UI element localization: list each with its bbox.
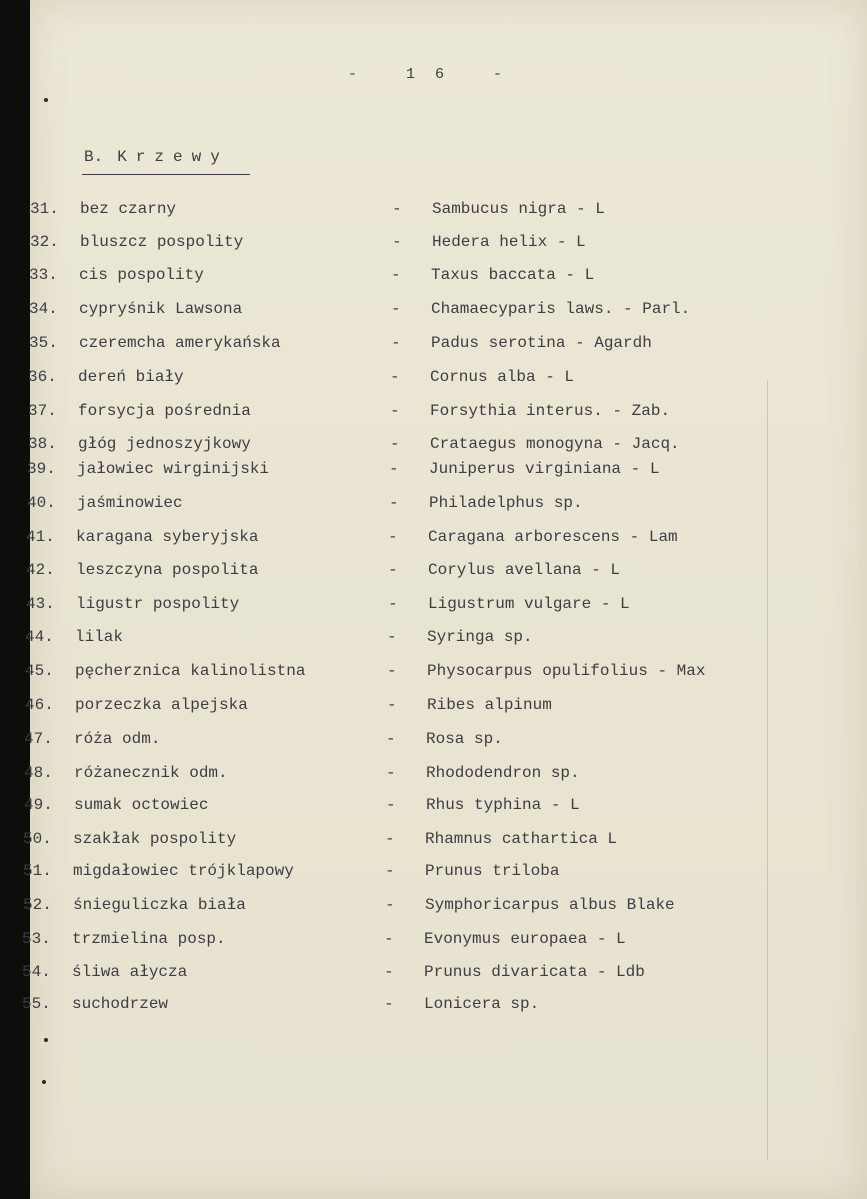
separator-dash: - [385, 896, 395, 914]
polish-name: cis pospolity [79, 266, 204, 284]
polish-name: czeremcha amerykańska [79, 334, 281, 352]
polish-name: porzeczka alpejska [75, 696, 248, 714]
separator-dash: - [384, 963, 394, 981]
row-number: 31. [30, 200, 59, 218]
latin-name: Philadelphus sp. [429, 494, 583, 512]
separator-dash: - [391, 334, 401, 352]
polish-name: bluszcz pospolity [80, 233, 244, 251]
latin-name: Rhododendron sp. [426, 764, 580, 782]
row-number: 33. [29, 266, 58, 284]
row-number: 55. [22, 995, 51, 1013]
row-number: 35. [29, 334, 58, 352]
separator-dash: - [384, 930, 394, 948]
separator-dash: - [386, 796, 396, 814]
row-number: 40. [27, 494, 56, 512]
row-number: 46. [25, 696, 54, 714]
latin-name: Juniperus virginiana - L [429, 460, 660, 478]
polish-name: róża odm. [74, 730, 161, 748]
latin-name: Rosa sp. [426, 730, 503, 748]
separator-dash: - [385, 830, 395, 848]
polish-name: jałowiec wirginijski [77, 460, 270, 478]
polish-name: cypryśnik Lawsona [79, 300, 243, 318]
separator-dash: - [386, 730, 396, 748]
separator-dash: - [387, 628, 397, 646]
speck [44, 1038, 48, 1042]
row-number: 52. [23, 896, 52, 914]
row-number: 51. [23, 862, 52, 880]
row-number: 36. [28, 368, 57, 386]
row-number: 42. [26, 561, 55, 579]
separator-dash: - [384, 995, 394, 1013]
polish-name: sumak octowiec [74, 796, 209, 814]
separator-dash: - [388, 528, 398, 546]
polish-name: szakłak pospolity [73, 830, 237, 848]
row-number: 32. [30, 233, 59, 251]
polish-name: migdałowiec trójklapowy [73, 862, 294, 880]
separator-dash: - [388, 595, 398, 613]
row-number: 54. [22, 963, 51, 981]
latin-name: Cornus alba - L [430, 368, 575, 386]
latin-name: Prunus triloba [425, 862, 560, 880]
separator-dash: - [390, 435, 400, 453]
polish-name: karagana syberyjska [76, 528, 259, 546]
separator-dash: - [390, 402, 400, 420]
separator-dash: - [391, 300, 401, 318]
polish-name: dereń biały [78, 368, 184, 386]
polish-name: trzmielina posp. [72, 930, 226, 948]
page-number: - 16 - [348, 66, 523, 83]
latin-name: Padus serotina - Agardh [431, 334, 652, 352]
latin-name: Prunus divaricata - Ldb [424, 963, 645, 981]
latin-name: Rhamnus cathartica L [425, 830, 618, 848]
document-page [22, 0, 867, 1199]
section-underline [82, 174, 250, 175]
row-number: 37. [28, 402, 57, 420]
row-number: 53. [22, 930, 51, 948]
row-number: 34. [29, 300, 58, 318]
latin-name: Syringa sp. [427, 628, 533, 646]
separator-dash: - [388, 561, 398, 579]
latin-name: Evonymus europaea - L [424, 930, 626, 948]
separator-dash: - [392, 233, 402, 251]
separator-dash: - [392, 200, 402, 218]
polish-name: jaśminowiec [77, 494, 183, 512]
row-number: 39. [27, 460, 56, 478]
speck [44, 98, 48, 102]
separator-dash: - [391, 266, 401, 284]
separator-dash: - [386, 764, 396, 782]
section-heading [84, 148, 229, 166]
polish-name: forsycja pośrednia [78, 402, 251, 420]
latin-name: Chamaecyparis laws. - Parl. [431, 300, 691, 318]
paper-fold-line [767, 380, 768, 1160]
row-number: 44. [25, 628, 54, 646]
separator-dash: - [389, 494, 399, 512]
row-number: 47. [24, 730, 53, 748]
row-number: 49. [24, 796, 53, 814]
row-number: 43. [26, 595, 55, 613]
separator-dash: - [385, 862, 395, 880]
row-number: 41. [26, 528, 55, 546]
latin-name: Forsythia interus. - Zab. [430, 402, 671, 420]
row-number: 45. [25, 662, 54, 680]
polish-name: głóg jednoszyjkowy [78, 435, 251, 453]
polish-name: śnieguliczka biała [73, 896, 246, 914]
row-number: 50. [23, 830, 52, 848]
latin-name: Physocarpus opulifolius - Max [427, 662, 706, 680]
speck [42, 1080, 46, 1084]
section-letter: B. [84, 148, 104, 166]
separator-dash: - [387, 662, 397, 680]
latin-name: Hedera helix - L [432, 233, 586, 251]
latin-name: Ribes alpinum [427, 696, 552, 714]
latin-name: Caragana arborescens - Lam [428, 528, 678, 546]
latin-name: Corylus avellana - L [428, 561, 621, 579]
separator-dash: - [389, 460, 399, 478]
row-number: 48. [24, 764, 53, 782]
latin-name: Sambucus nigra - L [432, 200, 605, 218]
polish-name: lilak [75, 628, 124, 646]
latin-name: Crataegus monogyna - Jacq. [430, 435, 680, 453]
polish-name: pęcherznica kalinolistna [75, 662, 306, 680]
latin-name: Ligustrum vulgare - L [428, 595, 630, 613]
polish-name: śliwa ałycza [72, 963, 188, 981]
separator-dash: - [387, 696, 397, 714]
polish-name: różanecznik odm. [74, 764, 228, 782]
latin-name: Lonicera sp. [424, 995, 540, 1013]
polish-name: ligustr pospolity [76, 595, 240, 613]
latin-name: Symphoricarpus albus Blake [425, 896, 675, 914]
latin-name: Rhus typhina - L [426, 796, 580, 814]
polish-name: suchodrzew [72, 995, 169, 1013]
separator-dash: - [390, 368, 400, 386]
row-number: 38. [28, 435, 57, 453]
latin-name: Taxus baccata - L [431, 266, 595, 284]
polish-name: bez czarny [80, 200, 177, 218]
section-title: Krzewy [117, 148, 229, 166]
polish-name: leszczyna pospolita [76, 561, 259, 579]
